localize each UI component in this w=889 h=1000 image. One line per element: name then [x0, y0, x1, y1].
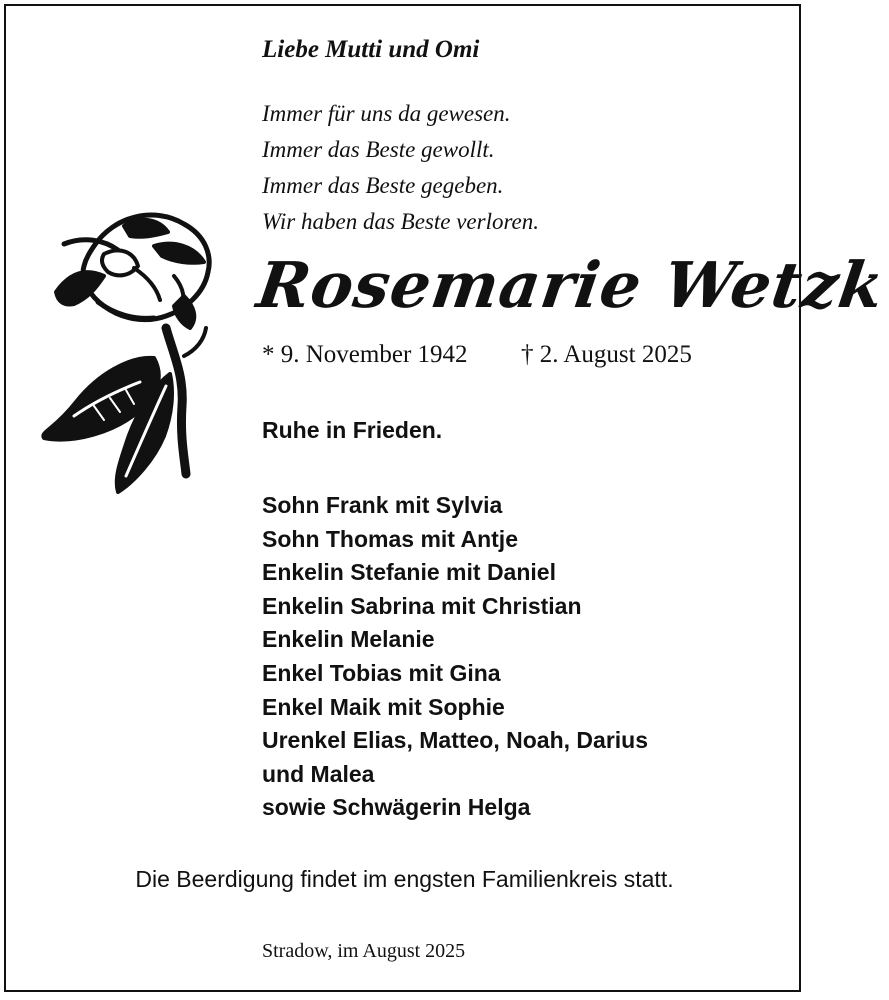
poem-line: Immer für uns da gewesen.: [262, 101, 511, 126]
place-date: Stradow, im August 2025: [262, 940, 466, 962]
mourner-line: Enkel Maik mit Sophie: [262, 693, 505, 720]
deceased-name: Rosemarie Wetzk: [252, 248, 889, 322]
mourner-line: Enkelin Sabrina mit Christian: [262, 592, 582, 619]
mourner-line: Enkel Tobias mit Gina: [262, 659, 501, 686]
mourner-line: Sohn Thomas mit Antje: [262, 525, 518, 552]
mourners-list: [262, 489, 648, 825]
mourner-line: Enkelin Melanie: [262, 626, 435, 653]
obituary-heading: Liebe Mutti und Omi: [262, 36, 480, 63]
farewell-text: Ruhe in Frieden.: [262, 417, 443, 443]
mourner-line: Sohn Frank mit Sylvia: [262, 492, 503, 518]
mourner-line: und Malea: [262, 760, 375, 787]
burial-note: Die Beerdigung findet im engsten Familienkreis statt.: [135, 866, 674, 892]
death-date: † 2. August 2025: [521, 341, 692, 368]
poem-line: Wir haben das Beste verloren.: [262, 209, 540, 234]
rose-icon: [34, 206, 220, 496]
mourner-line: sowie Schwägerin Helga: [262, 794, 531, 821]
poem: [262, 96, 539, 240]
poem-line: Immer das Beste gegeben.: [262, 173, 504, 198]
mourner-line: Urenkel Elias, Matteo, Noah, Darius: [262, 727, 649, 754]
mourner-line: Enkelin Stefanie mit Daniel: [262, 559, 556, 586]
poem-line: Immer das Beste gewollt.: [262, 137, 495, 162]
birth-date: * 9. November 1942: [262, 341, 468, 368]
